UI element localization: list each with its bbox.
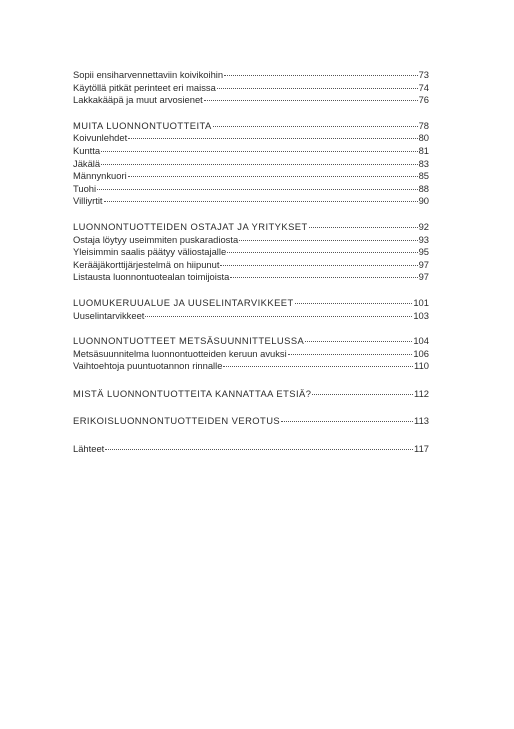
toc-entry-page: 110 [414, 360, 429, 372]
toc-entry-page: 85 [418, 170, 429, 182]
toc-leader-dots [213, 124, 418, 127]
toc-leader-dots [312, 392, 413, 395]
section-spacer [73, 208, 429, 221]
toc-leader-dots [305, 339, 412, 342]
section-spacer [73, 284, 429, 297]
toc-heading-page: 92 [418, 220, 429, 232]
toc-leader-dots [204, 98, 418, 101]
toc-entry-page: 106 [413, 347, 429, 359]
toc-leader-dots [217, 86, 418, 89]
toc-heading-title: MISTÄ LUONNONTUOTTEITA KANNATTAA ETSIÄ? [73, 387, 312, 399]
toc-leader-dots [101, 149, 417, 152]
toc-leader-dots [101, 162, 417, 165]
toc-section-heading[interactable] [73, 120, 429, 133]
toc-entry[interactable] [73, 183, 429, 196]
toc-leader-dots [230, 275, 417, 278]
toc-entry[interactable] [73, 310, 429, 323]
toc-leader-dots [128, 174, 418, 177]
toc-entry[interactable] [73, 158, 429, 171]
toc-section-heading[interactable] [73, 297, 429, 310]
toc-entry-page: 97 [418, 258, 429, 270]
table-of-contents [73, 69, 429, 456]
toc-entry-page: 117 [414, 443, 429, 455]
toc-section-heading[interactable] [73, 335, 429, 348]
section-spacer [73, 322, 429, 335]
toc-leader-dots [97, 187, 417, 190]
toc-entry-title: Käytöllä pitkät perinteet eri maissa [73, 81, 216, 93]
toc-heading-title: ERIKOISLUONNONTUOTTEIDEN VEROTUS [73, 415, 281, 427]
toc-leader-dots [227, 250, 417, 253]
toc-heading-title: LUONNONTUOTTEET METSÄSUUNNITTELUSSA [73, 335, 305, 347]
section-spacer [73, 107, 429, 120]
toc-entry[interactable] [73, 69, 429, 82]
toc-entry-page: 81 [418, 144, 429, 156]
toc-section-heading[interactable] [73, 388, 429, 401]
toc-leader-dots [220, 263, 417, 266]
toc-heading-page: 78 [418, 119, 429, 131]
toc-entry-page: 103 [413, 309, 429, 321]
section-spacer [73, 400, 429, 415]
toc-entry-title: Vaihtoehtoja puuntuotannon rinnalle [73, 360, 223, 372]
toc-entry-page: 97 [418, 271, 429, 283]
toc-entry-title: Männynkuori [73, 170, 127, 182]
toc-entry-title: Koivunlehdet [73, 132, 128, 144]
toc-entry-page: 88 [418, 182, 429, 194]
toc-leader-dots [105, 447, 413, 450]
toc-entry-title: Kuntta [73, 144, 101, 156]
toc-entry-title: Sopii ensiharvennettaviin koivikoihin [73, 69, 224, 80]
toc-entry-title: Villiyrtit [73, 195, 103, 207]
toc-entry[interactable] [73, 360, 429, 373]
toc-entry-page: 76 [418, 94, 429, 106]
toc-entry-title: Lähteet [73, 443, 105, 455]
toc-entry-title: Ostaja löytyy useimmiten puskaradiosta [73, 233, 239, 245]
toc-entry-title: Jäkälä [73, 157, 101, 169]
toc-entry[interactable] [73, 246, 429, 259]
toc-leader-dots [224, 73, 417, 76]
toc-leader-dots [223, 364, 413, 367]
toc-entry-title: Yleisimmin saalis päätyy väliostajalle [73, 246, 227, 258]
toc-entry[interactable] [73, 94, 429, 107]
toc-leader-dots [295, 301, 413, 304]
toc-entry-title: Metsäsuunnitelma luonnontuotteiden keruun avuksi [73, 347, 287, 359]
toc-entry-page: 80 [418, 132, 429, 144]
toc-heading-title: LUONNONTUOTTEIDEN OSTAJAT JA YRITYKSET [73, 220, 308, 232]
toc-leader-dots [239, 238, 417, 241]
toc-entry-page: 90 [418, 195, 429, 207]
toc-leader-dots [128, 136, 417, 139]
toc-entry-page: 95 [418, 246, 429, 258]
toc-entry-page: 93 [418, 233, 429, 245]
toc-heading-title: MUITA LUONNONTUOTTEITA [73, 119, 212, 131]
toc-entry[interactable] [73, 348, 429, 361]
section-spacer [73, 373, 429, 388]
toc-entry[interactable] [73, 443, 429, 456]
toc-heading-page: 112 [414, 387, 429, 399]
toc-entry-page: 73 [418, 69, 429, 80]
toc-entry[interactable] [73, 259, 429, 272]
toc-entry[interactable] [73, 170, 429, 183]
toc-entry[interactable] [73, 195, 429, 208]
toc-leader-dots [145, 314, 412, 317]
toc-entry[interactable] [73, 234, 429, 247]
toc-leader-dots [104, 199, 418, 202]
toc-heading-page: 101 [413, 296, 429, 308]
toc-entry-title: Uuselintarvikkeet [73, 309, 145, 321]
toc-entry-page: 74 [418, 81, 429, 93]
toc-leader-dots [309, 225, 418, 228]
toc-leader-dots [281, 419, 413, 422]
toc-entry[interactable] [73, 271, 429, 284]
toc-section-heading[interactable] [73, 415, 429, 428]
toc-heading-page: 113 [414, 415, 429, 427]
toc-heading-title: LUOMUKERUUALUE JA UUSELINTARVIKKEET [73, 296, 294, 308]
toc-entry[interactable] [73, 145, 429, 158]
toc-heading-page: 104 [413, 335, 429, 347]
toc-entry-title: Listausta luonnontuotealan toimijoista [73, 271, 230, 283]
toc-entry-page: 83 [418, 157, 429, 169]
toc-entry[interactable] [73, 82, 429, 95]
toc-leader-dots [288, 352, 413, 355]
section-spacer [73, 428, 429, 443]
toc-entry-title: Kerääjäkorttijärjestelmä on hiipunut [73, 258, 220, 270]
toc-entry-title: Tuohi [73, 182, 97, 194]
toc-entry[interactable] [73, 132, 429, 145]
toc-section-heading[interactable] [73, 221, 429, 234]
toc-entry-title: Lakkakääpä ja muut arvosienet [73, 94, 203, 106]
